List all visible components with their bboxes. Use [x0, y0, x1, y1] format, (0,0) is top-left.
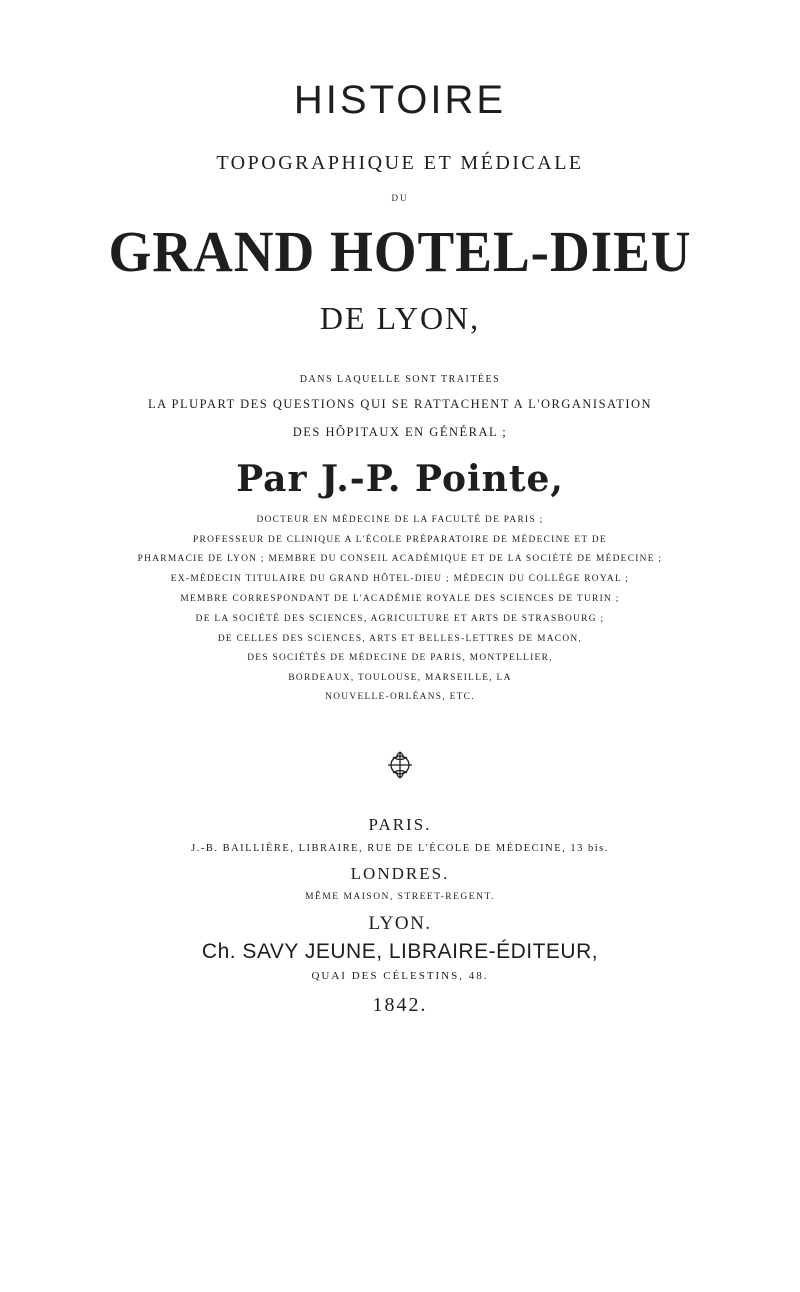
imprint-londres: LONDRES.: [350, 864, 450, 883]
credential-line: BORDEAUX, TOULOUSE, MARSEILLE, LA: [288, 673, 512, 683]
subtitle-questions: LA PLUPART DES QUESTIONS QUI SE RATTACHENT A L'ORGANISATION: [147, 397, 653, 411]
credential-line: DES SOCIÉTÉS DE MÉDECINE DE PARIS, MONTPELLIER,: [247, 653, 553, 663]
credential-line: DE CELLES DES SCIENCES, ARTS ET BELLES-LETTRES DE MACON,: [217, 634, 583, 644]
imprint-bailliere: J.-B. BAILLIÈRE, LIBRAIRE, RUE DE L'ÉCOLE DE MÉDECINE, 13 bis.: [191, 843, 609, 854]
publication-year: 1842.: [372, 994, 428, 1016]
imprint-savy: Ch. SAVY JEUNE, LIBRAIRE-ÉDITEUR,: [201, 940, 599, 963]
imprint-quai: QUAI DES CÉLESTINS, 48.: [311, 970, 489, 982]
credential-line: MEMBRE CORRESPONDANT DE L'ACADÉMIE ROYALE DES SCIENCES DE TURIN ;: [180, 594, 620, 604]
title-grand-hotel-dieu: GRAND HOTEL-DIEU: [108, 219, 692, 284]
connector-du: DU: [391, 193, 409, 203]
title-histoire: HISTOIRE: [293, 78, 507, 122]
title-de-lyon: DE LYON,: [319, 300, 481, 336]
author-name: Par J.-P. Pointe,: [236, 458, 564, 500]
subtitle-hopitaux: DES HÔPITAUX EN GÉNÉRAL ;: [292, 425, 508, 439]
imprint-paris: PARIS.: [368, 815, 432, 834]
printer-emblem-icon: [384, 749, 416, 781]
credential-line: PHARMACIE DE LYON ; MEMBRE DU CONSEIL ACADÉMIQUE ET DE LA SOCIÉTÉ DE MÉDECINE ;: [137, 554, 663, 564]
credential-line: EX-MÉDECIN TITULAIRE DU GRAND HÔTEL-DIEU ; MÉDECIN DU COLLÉGE ROYAL ;: [170, 574, 630, 584]
imprint-lyon: LYON.: [368, 913, 432, 934]
subtitle-dans: DANS LAQUELLE SONT TRAITÉES: [299, 374, 501, 385]
credential-line: NOUVELLE-ORLÉANS, ETC.: [325, 692, 475, 702]
credential-line: DE LA SOCIÉTÉ DES SCIENCES, AGRICULTURE ET ARTS DE STRASBOURG ;: [195, 614, 605, 624]
subtitle-topographique: TOPOGRAPHIQUE ET MÉDICALE: [216, 152, 584, 174]
credential-line: PROFESSEUR DE CLINIQUE A L'ÉCOLE PRÉPARATOIRE DE MÉDECINE ET DE: [193, 535, 607, 545]
credential-line: DOCTEUR EN MÉDECINE DE LA FACULTÉ DE PARIS ;: [256, 515, 544, 525]
imprint-meme-maison: MÊME MAISON, STREET-REGENT.: [305, 892, 495, 902]
